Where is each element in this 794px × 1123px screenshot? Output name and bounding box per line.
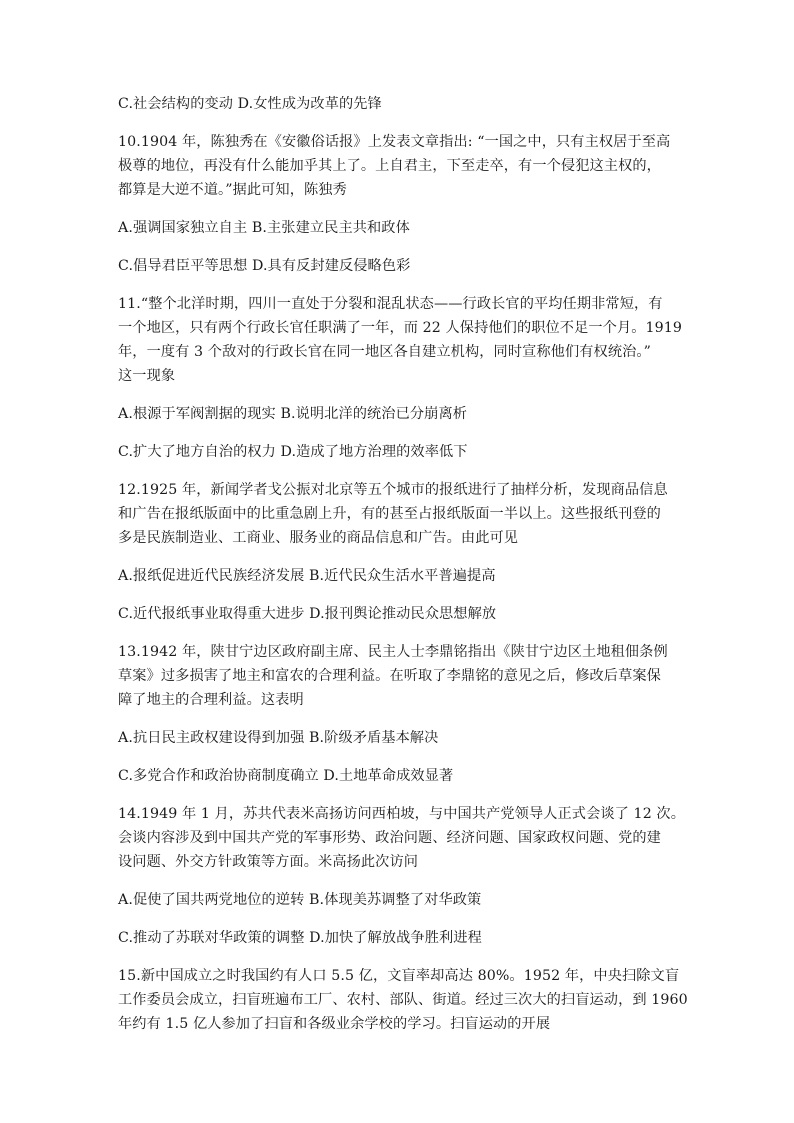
text-line: 多是民族制造业、工商业、服务业的商品信息和广告。由此可见	[118, 530, 519, 546]
text-line: 都算是大逆不道。”据此可知，陈独秀	[118, 182, 347, 198]
option-line	[118, 440, 684, 464]
option-line	[118, 254, 684, 278]
option-line	[118, 216, 684, 240]
text-line: 11.“整个北洋时期，四川一直处于分裂和混乱状态——行政长官的平均任期非常短，有	[118, 296, 663, 312]
text-line: C.社会结构的变动 D.女性成为改革的先锋	[118, 96, 382, 112]
text-line: 年约有 1.5 亿人参加了扫盲和各级业余学校的学习。扫盲运动的开展	[118, 1016, 551, 1032]
option-line	[118, 764, 684, 788]
text-line: A.根源于军阀割据的现实 B.说明北洋的统治已分崩离析	[118, 406, 468, 422]
text-line: 会谈内容涉及到中国共产党的军事形势、政治问题、经济问题、国家政权问题、党的建	[118, 830, 661, 846]
question-10-stem	[118, 130, 684, 202]
text-line: A.强调国家独立自主 B.主张建立民主共和政体	[118, 220, 410, 236]
text-line: A.抗日民主政权建设得到加强 B.阶级矛盾基本解决	[118, 730, 439, 746]
option-line	[118, 402, 684, 426]
option-line	[118, 888, 684, 912]
text-line: 13.1942 年，陕甘宁边区政府副主席、民主人士李鼎铭指出《陕甘宁边区土地租佃条例	[118, 644, 668, 660]
text-line: 工作委员会成立，扫盲班遍布工厂、农村、部队、街道。经过三次大的扫盲运动，到 1960	[118, 992, 688, 1008]
text-line: 这一现象	[118, 368, 176, 384]
question-14-stem	[118, 802, 684, 874]
text-line: 草案》过多损害了地主和富农的合理利益。在听取了李鼎铭的意见之后，修改后草案保	[118, 668, 661, 684]
text-line: C.推动了苏联对华政策的调整 D.加快了解放战争胜利进程	[118, 930, 482, 946]
question-12-stem	[118, 478, 684, 550]
text-line: 和广告在报纸版面中的比重急剧上升，有的甚至占报纸版面一半以上。这些报纸刊登的	[118, 506, 661, 522]
text-line: 年，一度有 3 个敌对的行政长官在同一地区各自建立机构，同时宣称他们有权统治。”	[118, 344, 651, 360]
text-line: A.促使了国共两党地位的逆转 B.体现美苏调整了对华政策	[118, 892, 482, 908]
text-line: 极尊的地位，再没有什么能加乎其上了。上自君主，下至走卒，有一个侵犯这主权的，	[118, 158, 661, 174]
question-15-stem	[118, 964, 688, 1036]
text-line: 设问题、外交方针政策等方面。米高扬此次访问	[118, 854, 419, 870]
text-line: A.报纸促进近代民族经济发展 B.近代民众生活水平普遍提高	[118, 568, 496, 584]
option-line	[118, 726, 684, 750]
question-13-stem	[118, 640, 684, 712]
text-line: C.倡导君臣平等思想 D.具有反封建反侵略色彩	[118, 258, 411, 274]
text-line: 12.1925 年，新闻学者戈公振对北京等五个城市的报纸进行了抽样分析，发现商品信息	[118, 482, 668, 498]
text-line: 障了地主的合理利益。这表明	[118, 692, 304, 708]
text-line: 一个地区，只有两个行政长官任职满了一年，而 22 人保持他们的职位不足一个月。1919	[118, 320, 683, 336]
option-line	[118, 92, 684, 116]
question-11-stem	[118, 292, 684, 388]
text-line: C.近代报纸事业取得重大进步 D.报刊舆论推动民众思想解放	[118, 606, 497, 622]
text-line: C.扩大了地方自治的权力 D.造成了地方治理的效率低下	[118, 444, 468, 460]
document-page	[118, 92, 688, 1050]
option-line	[118, 564, 684, 588]
option-line	[118, 926, 684, 950]
text-line: 15.新中国成立之时我国约有人口 5.5 亿，文盲率却高达 80%。1952 年，中央扫除文盲	[118, 968, 680, 984]
text-line: 14.1949 年 1 月，苏共代表米高扬访问西柏坡，与中国共产党领导人正式会谈了 12 次。	[118, 806, 685, 822]
option-line	[118, 602, 684, 626]
text-line: C.多党合作和政治协商制度确立 D.土地革命成效显著	[118, 768, 454, 784]
text-line: 10.1904 年，陈独秀在《安徽俗话报》上发表文章指出: “一国之中，只有主权居于至高	[118, 134, 671, 150]
